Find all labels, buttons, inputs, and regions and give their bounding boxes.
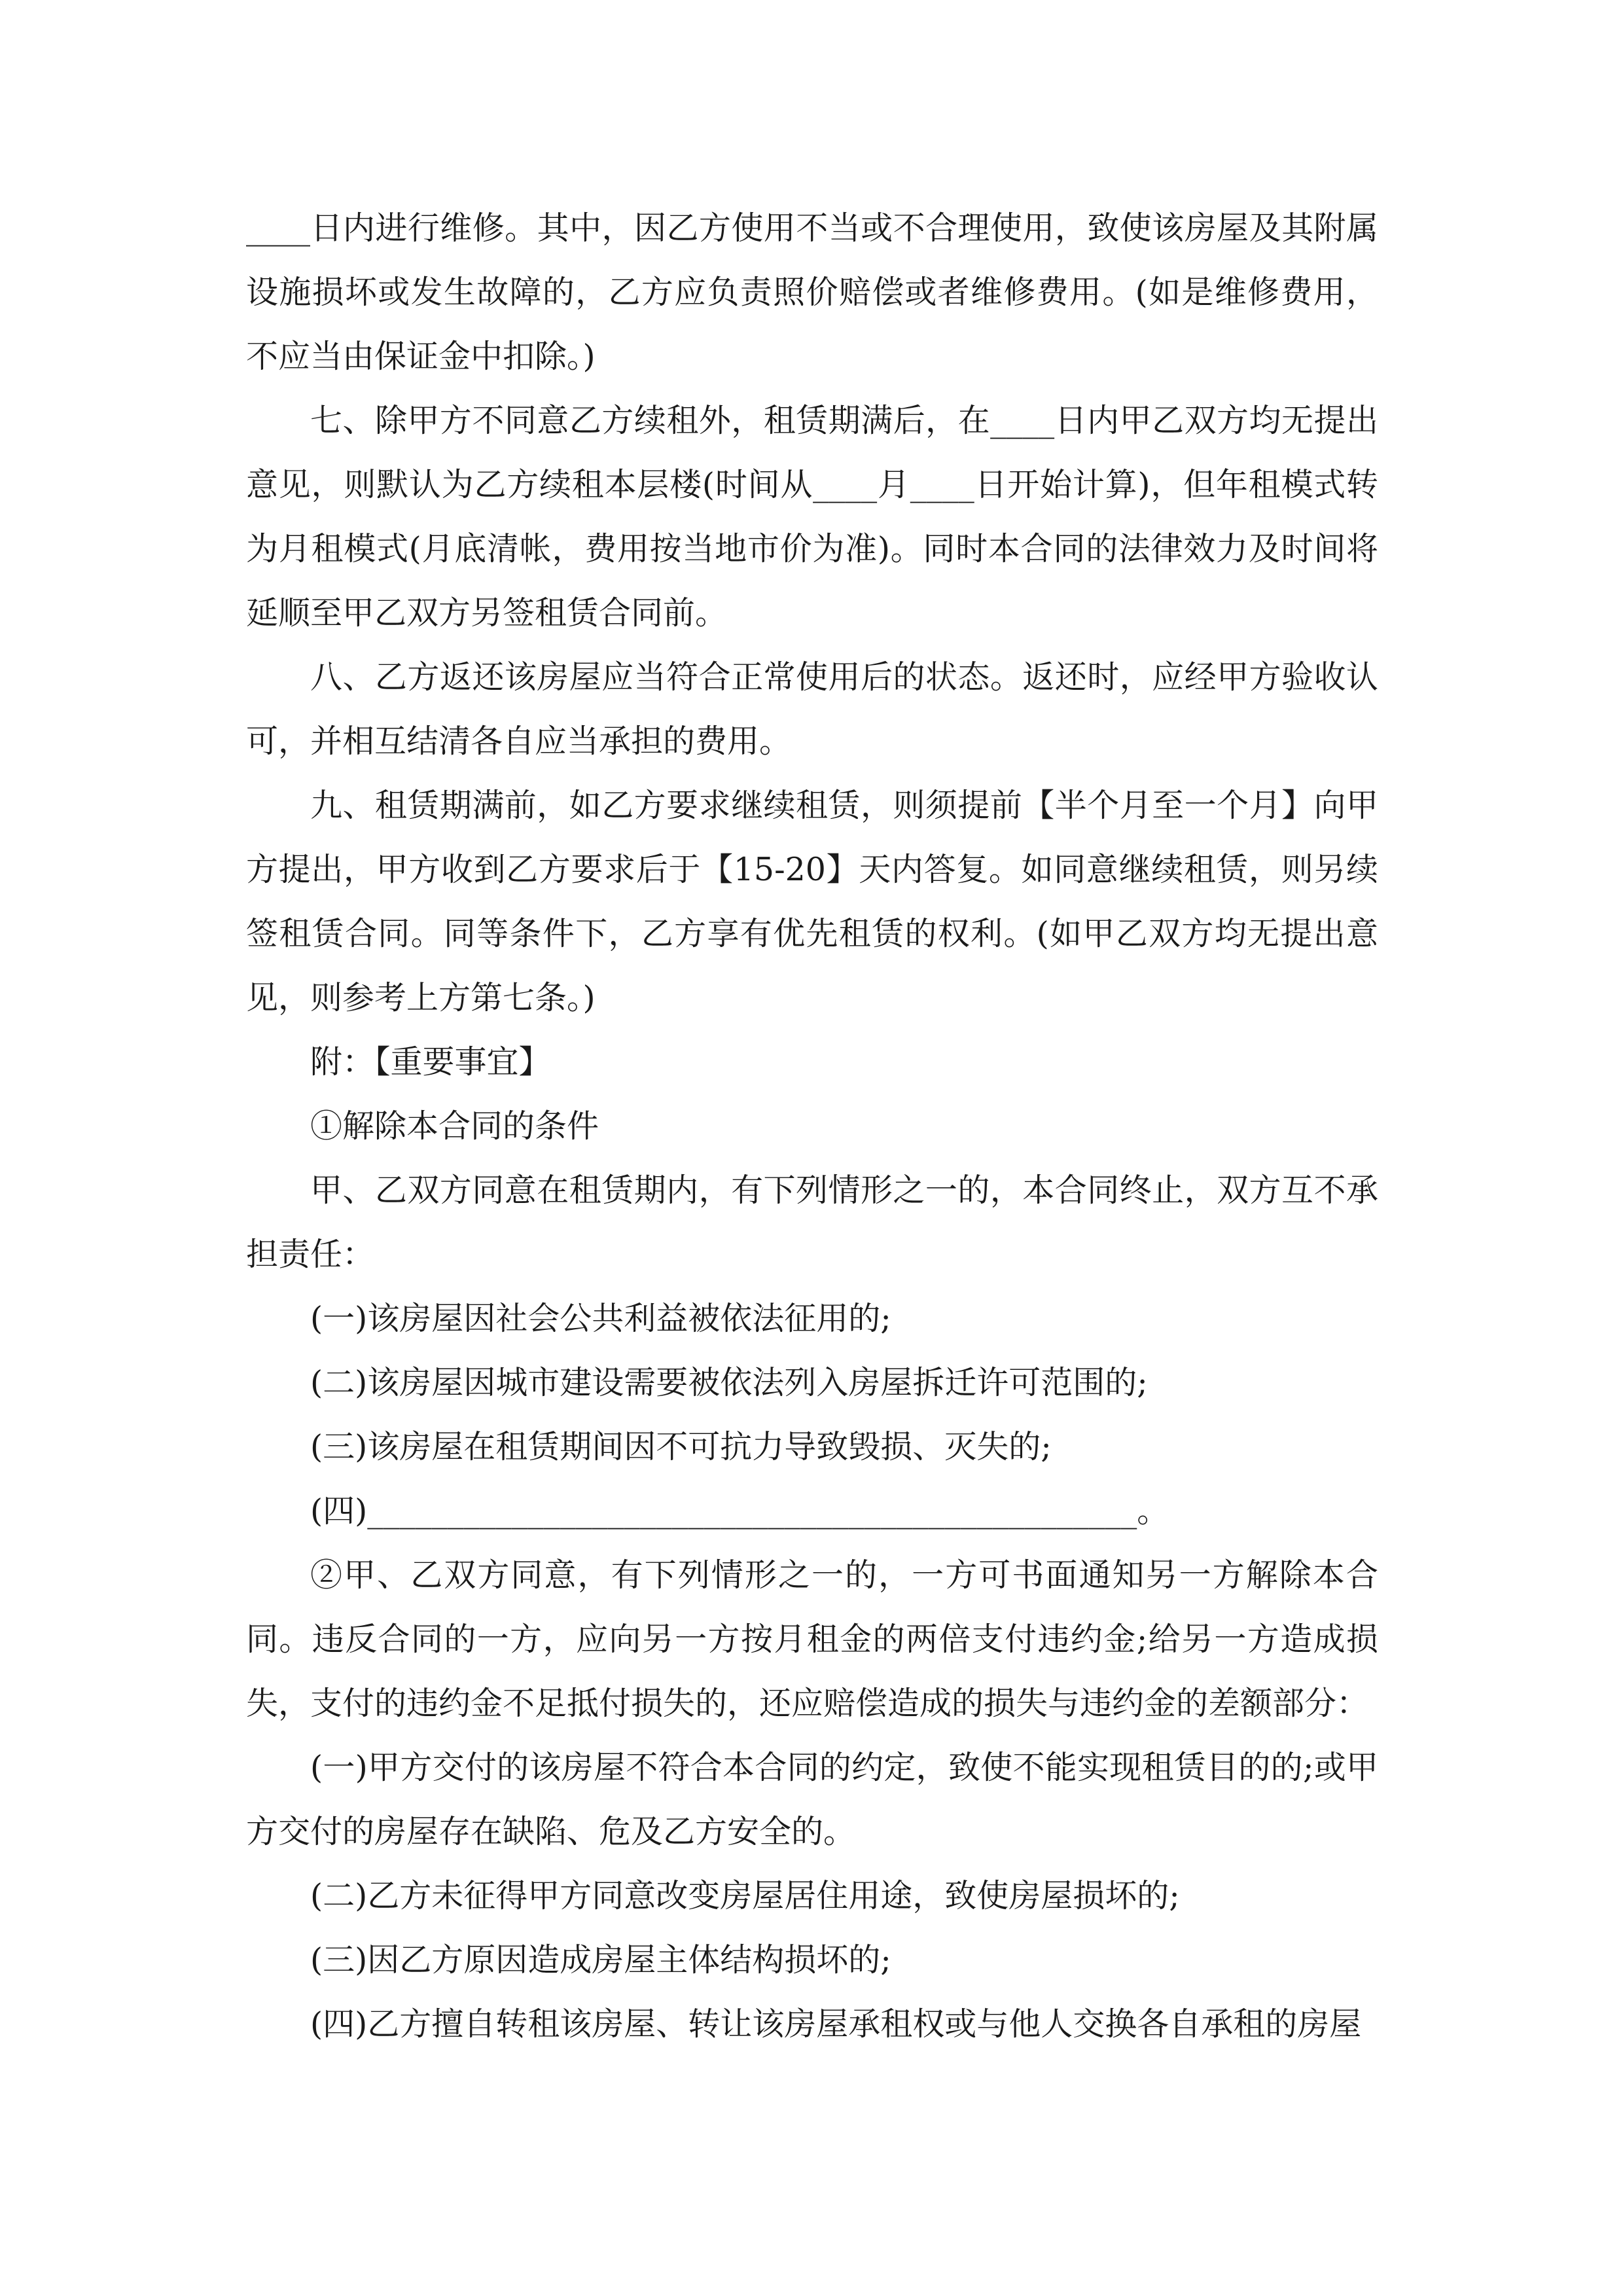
paragraph-breach-item-2: (二)乙方未征得甲方同意改变房屋居住用途，致使房屋损坏的; [310, 1877, 1180, 1914]
paragraph-clause-8-return: 八、乙方返还该房屋应当符合正常使用后的状态。返还时，应经甲方验收认可，并相互结清各自应当承担的费用。 [246, 658, 1378, 760]
paragraph-termination-item-2: (二)该房屋因城市建设需要被依法列入房屋拆迁许可范围的; [310, 1364, 1148, 1401]
paragraph-clause-7-renewal: 七、除甲方不同意乙方续租外，租赁期满后，在____日内甲乙双方均无提出意见，则默认为乙方续租本层楼(时间从____月____日开始计算)，但年租模式转为月租模式(月底清帐，费用按当地市价为准)。同时本合同的法律效力及时间将延顺至甲乙双方另签租赁合同前。 [246, 402, 1378, 632]
paragraph-appendix-heading: 附：【重要事宜】 [310, 1043, 551, 1081]
paragraph-termination-intro: 甲、乙双方同意在租赁期内，有下列情形之一的，本合同终止，双方互不承担责任： [246, 1172, 1378, 1273]
paragraph-repair-continued: ____日内进行维修。其中，因乙方使用不当或不合理使用，致使该房屋及其附属设施损坏或发生故障的，乙方应负责照价赔偿或者维修费用。(如是维修费用，不应当由保证金中扣除。) [246, 209, 1378, 375]
paragraph-breach-item-4: (四)乙方擅自转租该房屋、转让该房屋承租权或与他人交换各自承租的房屋 [310, 2005, 1362, 2043]
paragraph-termination-item-1: (一)该房屋因社会公共利益被依法征用的; [310, 1300, 891, 1337]
paragraph-termination-item-3: (三)该房屋在租赁期间因不可抗力导致毁损、灭失的; [310, 1428, 1052, 1465]
paragraph-clause-9-continue-lease: 九、租赁期满前，如乙方要求继续租赁，则须提前【半个月至一个月】向甲方提出，甲方收到乙方要求后于【15-20】天内答复。如同意继续租赁，则另续签租赁合同。同等条件下，乙方享有优先租赁的权利。(如甲乙双方均无提出意见，则参考上方第七条。) [246, 787, 1378, 1016]
paragraph-breach-item-3: (三)因乙方原因造成房屋主体结构损坏的; [310, 1941, 891, 1979]
paragraph-breach-intro: ②甲、乙双方同意，有下列情形之一的，一方可书面通知另一方解除本合同。违反合同的一方，应向另一方按月租金的两倍支付违约金;给另一方造成损失，支付的违约金不足抵付损失的，还应赔偿造成的损失与违约金的差额部分： [246, 1556, 1378, 1722]
paragraph-termination-item-4-blank: (四)________________________________________________。 [310, 1492, 1169, 1530]
paragraph-termination-conditions-heading: ①解除本合同的条件 [310, 1107, 599, 1145]
document-body [246, 196, 1378, 2056]
paragraph-breach-item-1: (一)甲方交付的该房屋不符合本合同的约定，致使不能实现租赁目的的;或甲方交付的房屋存在缺陷、危及乙方安全的。 [246, 1749, 1378, 1850]
